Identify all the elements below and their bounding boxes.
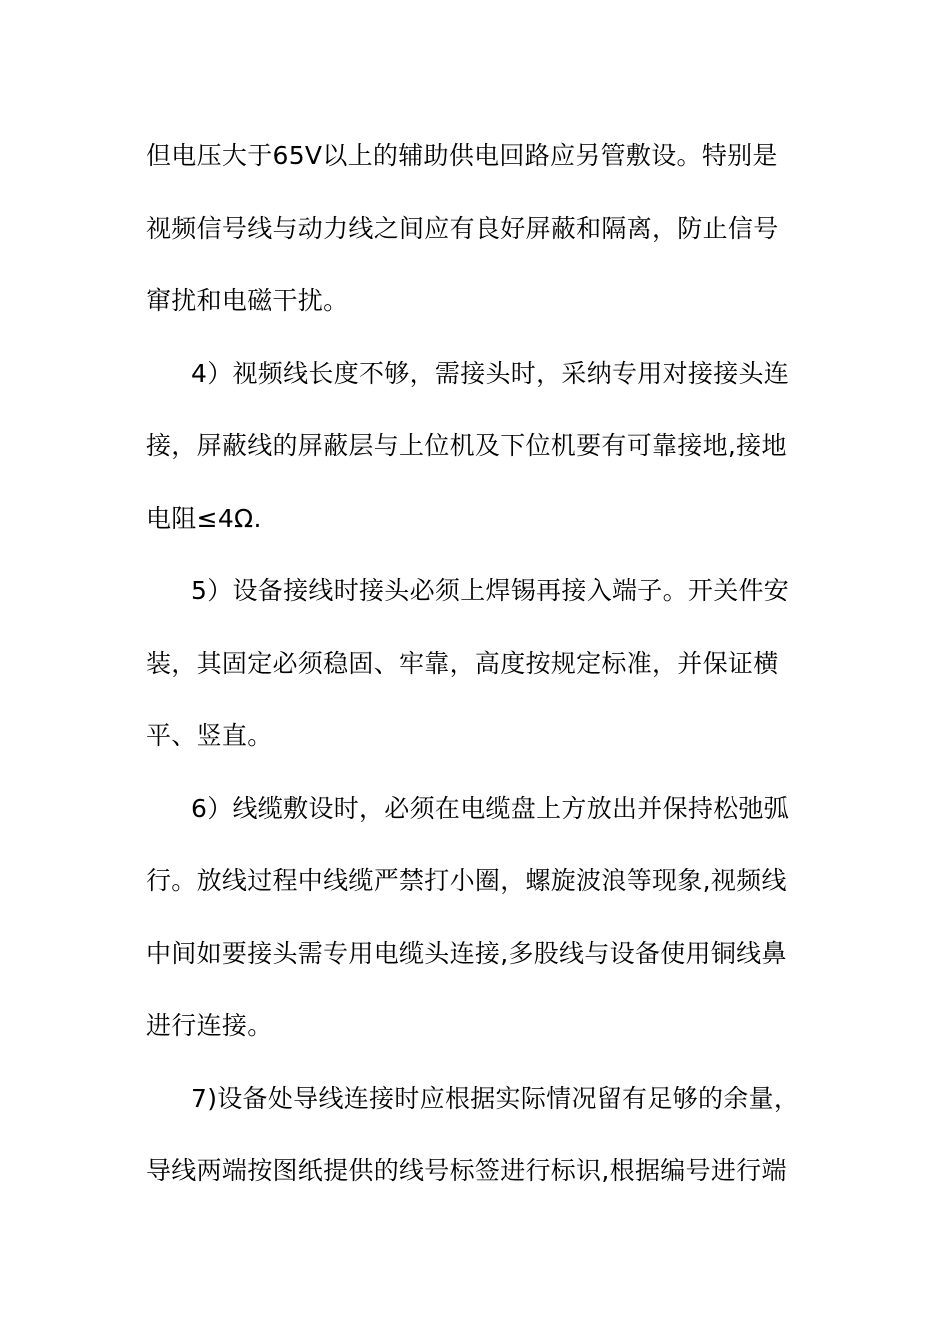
text-line: 窜扰和电磁干扰。	[146, 286, 349, 315]
text-line: 平、竖直。	[146, 721, 273, 750]
text-line: 中间如要接头需专用电缆头连接,多股线与设备使用铜线鼻	[146, 938, 787, 968]
text-line: 5）设备接线时接头必须上焊锡再接入端子。开关件安	[191, 576, 790, 605]
text-line: 4）视频线长度不够，需接头时，采纳专用对接接头连	[191, 358, 790, 388]
text-line: 视频信号线与动力线之间应有良好屏蔽和隔离，防止信号	[146, 213, 779, 243]
text-line: 但电压大于65V以上的辅助供电回路应另管敷设。特别是	[146, 141, 778, 170]
text-line: 装，其固定必须稳固、牢靠，高度按规定标准，并保证横	[146, 648, 779, 678]
text-line: 导线两端按图纸提供的线号标签进行标识,根据编号进行端	[146, 1156, 787, 1185]
text-line: 接，屏蔽线的屏蔽层与上位机及下位机要有可靠接地,接地	[146, 431, 787, 460]
text-line: 电阻≤4Ω.	[146, 503, 262, 533]
text-line: 进行连接。	[146, 1011, 273, 1040]
body-text	[146, 120, 808, 1208]
text-line: 7)设备处导线连接时应根据实际情况留有足够的余量，	[191, 1083, 800, 1113]
text-line: 6）线缆敷设时，必须在电缆盘上方放出并保持松弛弧	[191, 793, 790, 823]
text-line: 行。放线过程中线缆严禁打小圈，螺旋波浪等现象,视频线	[146, 866, 787, 895]
